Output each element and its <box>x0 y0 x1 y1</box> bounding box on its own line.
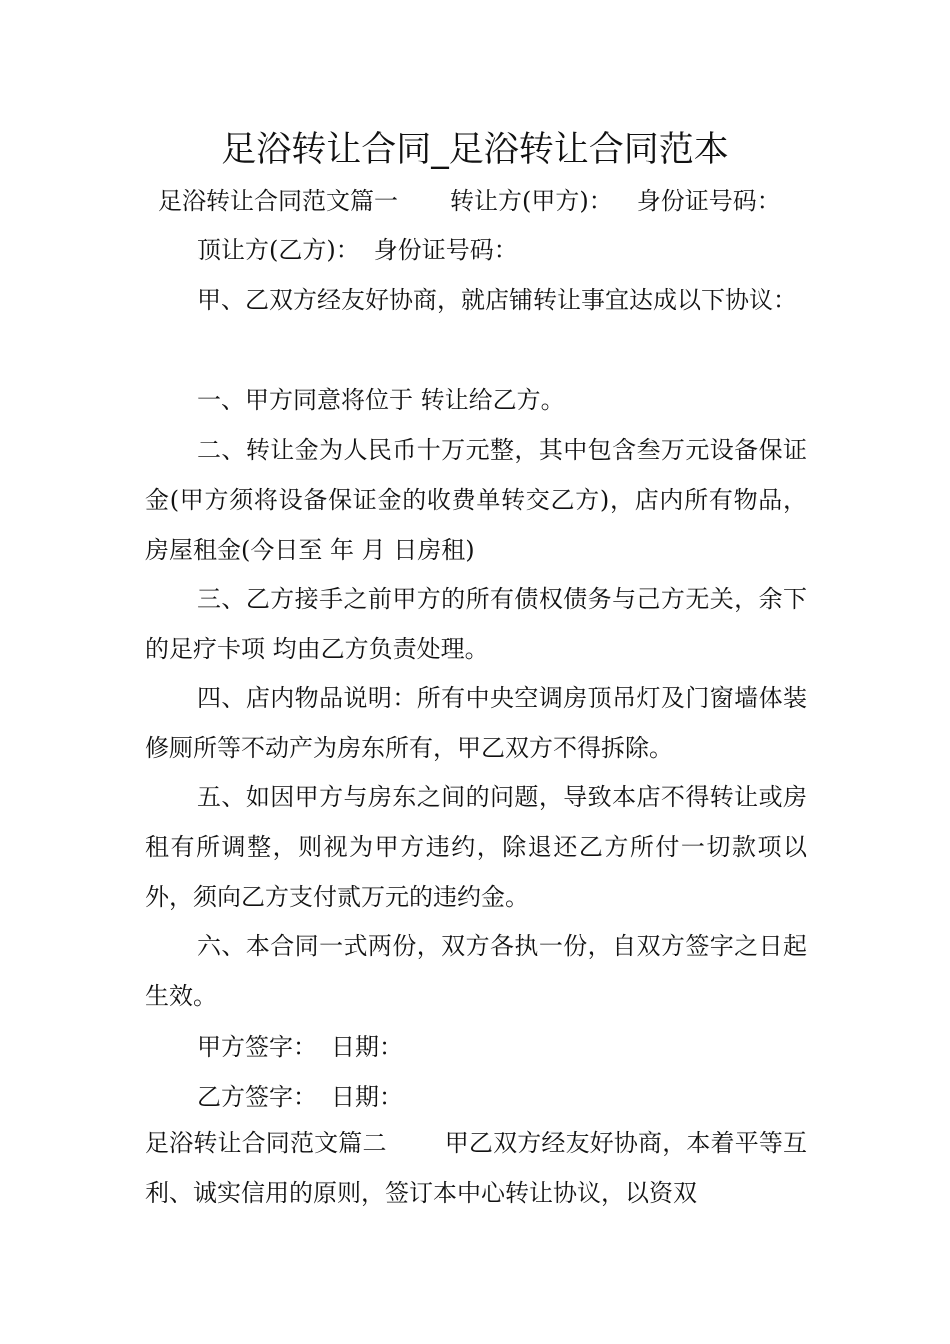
section-1-heading: 足浴转让合同范文篇一 <box>158 187 398 215</box>
clause-5: 五、如因甲方与房东之间的问题，导致本店不得转让或房租有所调整，则视为甲方违约，除退还乙方所付一切款项以外，须向乙方支付贰万元的违约金。 <box>145 783 807 911</box>
party-a-signature-line <box>197 1030 403 1064</box>
clause-6: 六、本合同一式两份，双方各执一份，自双方签字之日起生效。 <box>145 932 807 1010</box>
party-a-date-label: 日期： <box>331 1033 403 1061</box>
clause-3: 三、乙方接手之前甲方的所有债权债务与己方无关，余下的足疗卡项 均由乙方负责处理。 <box>145 585 807 663</box>
section-2-heading: 足浴转让合同范文篇二 <box>145 1129 387 1157</box>
section-2-text: 甲乙双方经友好协商，本着平等互利、诚实信用的原则，签订本中心转让协议，以资双 <box>145 1129 808 1207</box>
section-2-paragraph <box>145 1118 807 1218</box>
clause-1: 一、甲方同意将位于 转让给乙方。 <box>197 386 565 414</box>
header-line <box>158 184 781 218</box>
document-title: 足浴转让合同_足浴转让合同范本 <box>221 130 729 170</box>
clause-2: 二、转让金为人民币十万元整，其中包含叁万元设备保证金(甲方须将设备保证金的收费单转交乙方)，店内所有物品，房屋租金(今日至 年 月 日房租) <box>145 436 807 564</box>
party-b-signature-line <box>197 1080 403 1114</box>
party-a-id-label: 身份证号码： <box>636 187 781 215</box>
party-b-line <box>197 233 518 267</box>
intro-paragraph: 甲、乙双方经友好协商，就店铺转让事宜达成以下协议： <box>197 286 797 314</box>
party-b-date-label: 日期： <box>331 1083 403 1111</box>
party-a-label: 转让方(甲方)： <box>450 187 613 215</box>
clause-4: 四、店内物品说明：所有中央空调房顶吊灯及门窗墙体装修厕所等不动产为房东所有，甲乙双方不得拆除。 <box>145 684 807 762</box>
party-b-id-label: 身份证号码： <box>373 236 518 264</box>
party-b-label: 顶让方(乙方)： <box>197 236 360 264</box>
party-a-signature-label: 甲方签字： <box>197 1033 317 1061</box>
party-b-signature-label: 乙方签字： <box>197 1083 317 1111</box>
